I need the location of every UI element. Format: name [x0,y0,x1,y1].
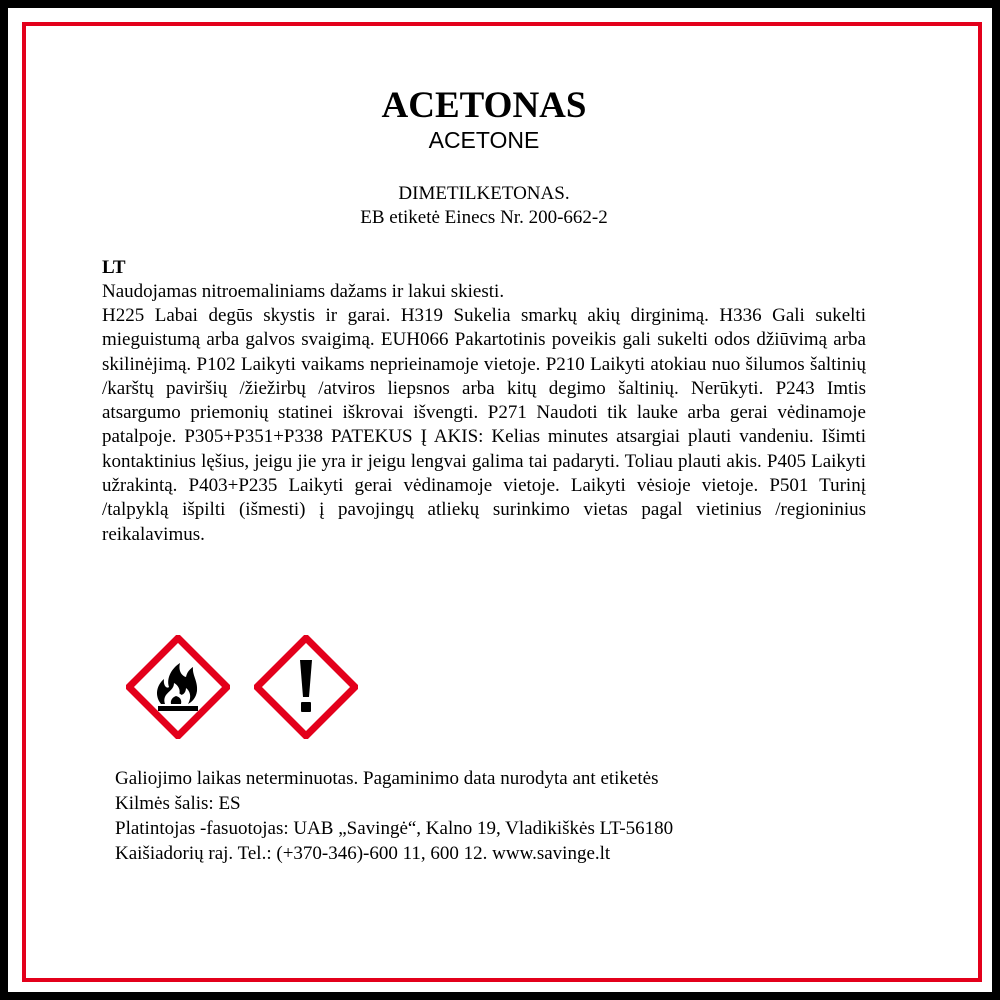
product-title: ACETONAS [381,85,587,126]
product-subtitle: ACETONE [428,127,540,153]
label-footer [115,766,875,866]
distributor-text: Platintojas -fasuotojas: UAB „Savingė“, Kalno 19, Vladikiškės LT-56180 [115,818,674,839]
contact-text: Kaišiadorių raj. Tel.: (+370-346)-600 11, 600 12. www.savinge.lt [115,843,611,864]
ec-number: EB etiketė Einecs Nr. 200-662-2 [360,207,608,228]
exclamation-mark-icon [254,635,358,739]
hazard-precautionary-text: H225 Labai degūs skystis ir garai. H319 Sukelia smarkų akių dirginimą. H336 Gali sukelti mieguistumą arba galvos svaigimą. EUH066 Pakartotinis poveikis gali sukelti odos džiūvimą arba skilinėjimą. P102 Laikyti vaikams neprieinamoje vietoje. P210 Laikyti atokiau nuo šilumos šaltinių /karštų paviršių /žiežirbų /atviros liepsnos arba kitų degimo šaltinių. Nerūkyti. P243 Imtis atsargumo priemonių statinei iškrovai išvengti. P271 Naudoti tik lauke arba gerai vėdinamoje patalpoje. P305+P351+P338 PATEKUS Į AKIS: Kelias minutes atsargiai plauti vandeniu. Išimti kontaktinius lęšius, jeigu jie yra ir jeigu lengvai galima tai padaryti. Toliau plauti akis. P405 Laikyti užrakintą. P403+P235 Laikyti gerai vėdinamoje vietoje. Laikyti vėsioje vietoje. P501 Turinį /talpyklą išpilti (išmesti) į pavojingų atliekų surinkimo vietas pagal vietinius /regioninius reikalavimus. [102,305,866,545]
ghs-pictograms [126,635,366,745]
origin-text: Kilmės šalis: ES [115,793,241,814]
shelf-life-text: Galiojimo laikas neterminuotas. Pagaminimo data nurodyta ant etiketės [115,768,659,789]
usage-text: Naudojamas nitroemaliniams dažams ir lakui skiesti. [102,281,505,302]
language-code: LT [102,257,126,278]
product-synonym: DIMETILKETONAS. [398,183,570,204]
label-content [102,86,866,547]
flame-icon [126,635,230,739]
